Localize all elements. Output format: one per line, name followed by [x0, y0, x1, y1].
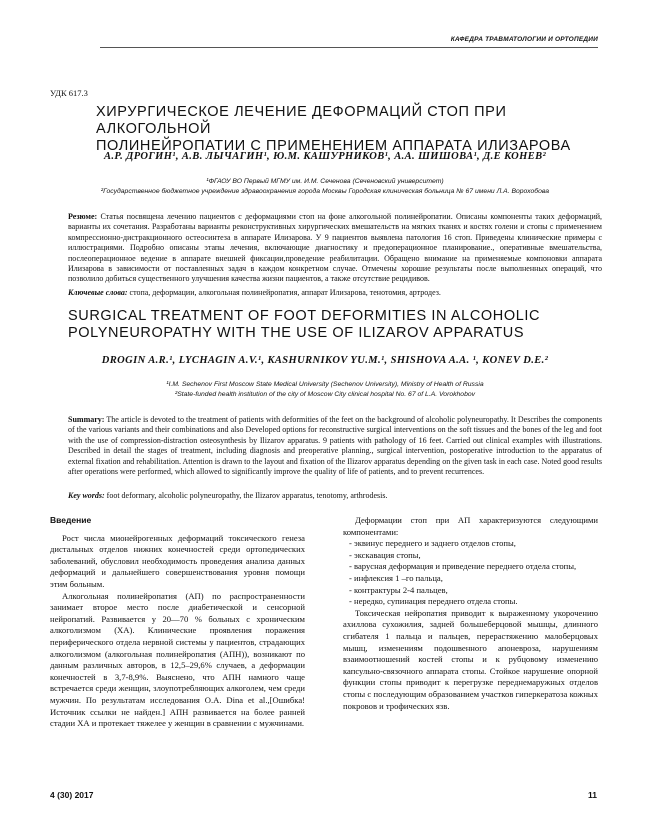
authors-russian: А.Р. ДРОГИН¹, А.В. ЛЫЧАГИН¹, Ю.М. КАШУРНИКОВ¹, А.А. ШИШОВА¹, Д.Е КОНЕВ²	[103, 151, 547, 162]
keywords-ru-label: Ключевые слова:	[68, 288, 128, 297]
issue-number: 4 (30) 2017	[50, 790, 94, 800]
body-paragraph: Токсическая нейропатия приводит к выраженному укорочению ахиллова сухожилия, задней большеберцовой мышцы, длинного сгибателя 1 пальца и пальцев, перерастяжению малоберцовых мышц, изменениям подошвенного апоневроза, нарушениям взаимоотношений костей стопы и к рубцовому изменению капсульно-связочного аппарата стопы. Стойкое нарушение опорной функции стопы приводит к перегрузке переднемаружных отделов стопы с последующим образованием участков гиперкератоза кожных покровов и трофических язв.	[343, 607, 598, 711]
body-paragraph: Рост числа мионейрогенных деформаций токсического генеза дистальных отделов нижних конечностей среди ортопедических заболеваний, обусловил необходимость проведения анализа данных деформаций и дальнейшего совершенствования уровня помощи этим больным.	[50, 532, 305, 589]
abstract-ru-label: Резюме:	[68, 212, 98, 221]
abstract-english	[68, 415, 602, 477]
udk-code: УДК 617.3	[50, 88, 88, 98]
title-en-line-1: SURGICAL TREATMENT OF FOOT DEFORMITIES IN ALCOHOLIC	[68, 308, 541, 324]
abstract-en-text: The article is devoted to the treatment of patients with deformities of the feet on the background of alcoholic polyneuropathy. It Describes the components of the various variants and their combinations and also Developed options for reconstructive surgical interventions on the soft tissues and the bones of the leg and foot with the use of compression-distraction osteosynthesis by Ilizarov apparatus. 9 patients with pathology of 16 feet. Carried out clinical examples with illustrations. Described in detail the stages of treatment, including diagnosis and preoperative planning., surgical intervention, postoperative introduction to the apparatus of external fixation and rehabilitation. Attention is drawn to the layout and fixation of the Ilizarov apparatus depending on the given task in each case. Noted good results after operations were performed, which allowed to significantly improve the quality of life of patients, and to prevent recurrences.	[68, 415, 602, 477]
affiliations-russian	[50, 177, 600, 197]
title-english	[68, 308, 598, 342]
keywords-english	[68, 491, 387, 500]
abstract-en-label: Summary:	[68, 415, 105, 424]
deformity-components-intro: Деформации стоп при АП характеризуются следующими компонентами:	[343, 515, 598, 537]
running-header: КАФЕДРА ТРАВМАТОЛОГИИ И ОРТОПЕДИИ	[450, 36, 598, 43]
title-russian	[96, 104, 596, 155]
authors-english: DROGIN A.R.¹, LYCHAGIN A.V.¹, KASHURNIKOV YU.M.¹, SHISHOVA A.A. ¹, KONEV D.E.²	[101, 355, 549, 366]
header-divider	[100, 47, 598, 48]
affiliations-english	[50, 380, 600, 400]
abstract-ru-text: Статья посвящена лечению пациентов с деформациями стоп на фоне алкогольной полинейропатии. Описаны компоненты таких деформаций, варианты их сочетания. Разработаны варианты реконструктивных хирургических вмешательств на мягких тканях и костях голени и стопы с применением компрессионно-дистракционного остеосинтеза в аппарате Илизарова. У 9 пациентов выявлена патология 16 стоп. Приведены клинические примеры с иллюстрациями. Подробно описаны этапы лечения, включающие диагностику и предоперационное планирование., оперативные вмешательства, послеоперационное ведение в аппарате внешней фиксации,проведение реабилитации. Обращено внимание на применяемые компоновки аппарата Илизарова в зависимости от поставленных задач в каждом конкретном случае. Отмечены хорошие результаты после выполненных операций, что позволило добиться существенного улучшения качества жизни пациентов, а также отсутствие рецидивов.	[68, 212, 603, 284]
list-item: - нередко, супинация переднего отдела стопы.	[349, 596, 518, 607]
body-column-right	[343, 515, 598, 712]
keywords-en-text: foot deformary, alcoholic polyneuropathy, the Ilizarov apparatus, tenotomy, arthrodesis.	[106, 491, 388, 500]
title-en-line-2: POLYNEUROPATHY WITH THE USE OF ILIZAROV APPARATUS	[68, 325, 525, 341]
keywords-en-label: Key words:	[68, 491, 105, 500]
list-item: - экскавация стопы,	[349, 549, 421, 560]
list-item: - эквинус переднего и заднего отделов стопы,	[349, 538, 516, 549]
list-item: - инфлексия 1 –го пальца,	[349, 572, 443, 583]
keywords-ru-text: стопа, деформации, алкогольная полинейропатия, аппарат Илизарова, тенотомия, артродез.	[129, 288, 441, 297]
affiliation-ru-2: ²Государственное бюджетное учреждение здравоохранения города Москвы Городская клиническая больница № 67 имени Л.А. Ворохобова	[100, 188, 550, 195]
abstract-russian	[68, 212, 602, 285]
list-item: - варусная деформация и приведение переднего отдела стопы,	[349, 561, 577, 572]
page-number: 11	[588, 790, 597, 800]
affiliation-ru-1: ¹ФГАОУ ВО Первый МГМУ им. И.М. Сеченова (Сеченовский университет)	[206, 178, 444, 185]
title-ru-line-1: ХИРУРГИЧЕСКОЕ ЛЕЧЕНИЕ ДЕФОРМАЦИЙ СТОП ПРИ АЛКОГОЛЬНОЙ	[96, 104, 507, 137]
title-ru-line-2: ПОЛИНЕЙРОПАТИИ С ПРИМЕНЕНИЕМ АППАРАТА ИЛИЗАРОВА	[96, 138, 571, 154]
body-column-left	[50, 515, 305, 730]
affiliation-en-1: ¹I.M. Sechenov First Moscow State Medical University (Sechenov University), Ministry of Health of Russia	[166, 381, 484, 388]
body-paragraph: Алкогольная полинейропатия (АП) по распространенности занимает второе место после диабетической и сенсорной нейропатий. Развивается у 20—70 % больных с хроническим алкоголизмом (ХА). Клинические проявления поражения периферического отдела нервной системы у пациентов, страдающих алкоголизмом (алкогольная полинейропатия (АПН)), возникают по данным различных авторов, в 12,5–29,6% случаев, а деформации конечностей в 3,7-8,9%. Выяснено, что АПН намного чаще встречается среди женщин, злоупотребляющих алкоголем, чем среди мужчин. По результатам исследования O.A. Dina et al.,[Ошибка! Источник ссылки не найден.] АПН развивается на более ранней стадии ХА и протекает тяжелее у женщин в сравнении с мужчинами.	[50, 590, 305, 729]
list-item: - контрактуры 2-4 пальцев,	[349, 584, 448, 595]
section-heading-introduction: Введение	[50, 515, 92, 525]
keywords-russian	[68, 288, 441, 297]
affiliation-en-2: ²State-funded health institution of the city of Moscow City clinical hospital No. 67 of L.A. Vorokhobov	[174, 391, 476, 398]
